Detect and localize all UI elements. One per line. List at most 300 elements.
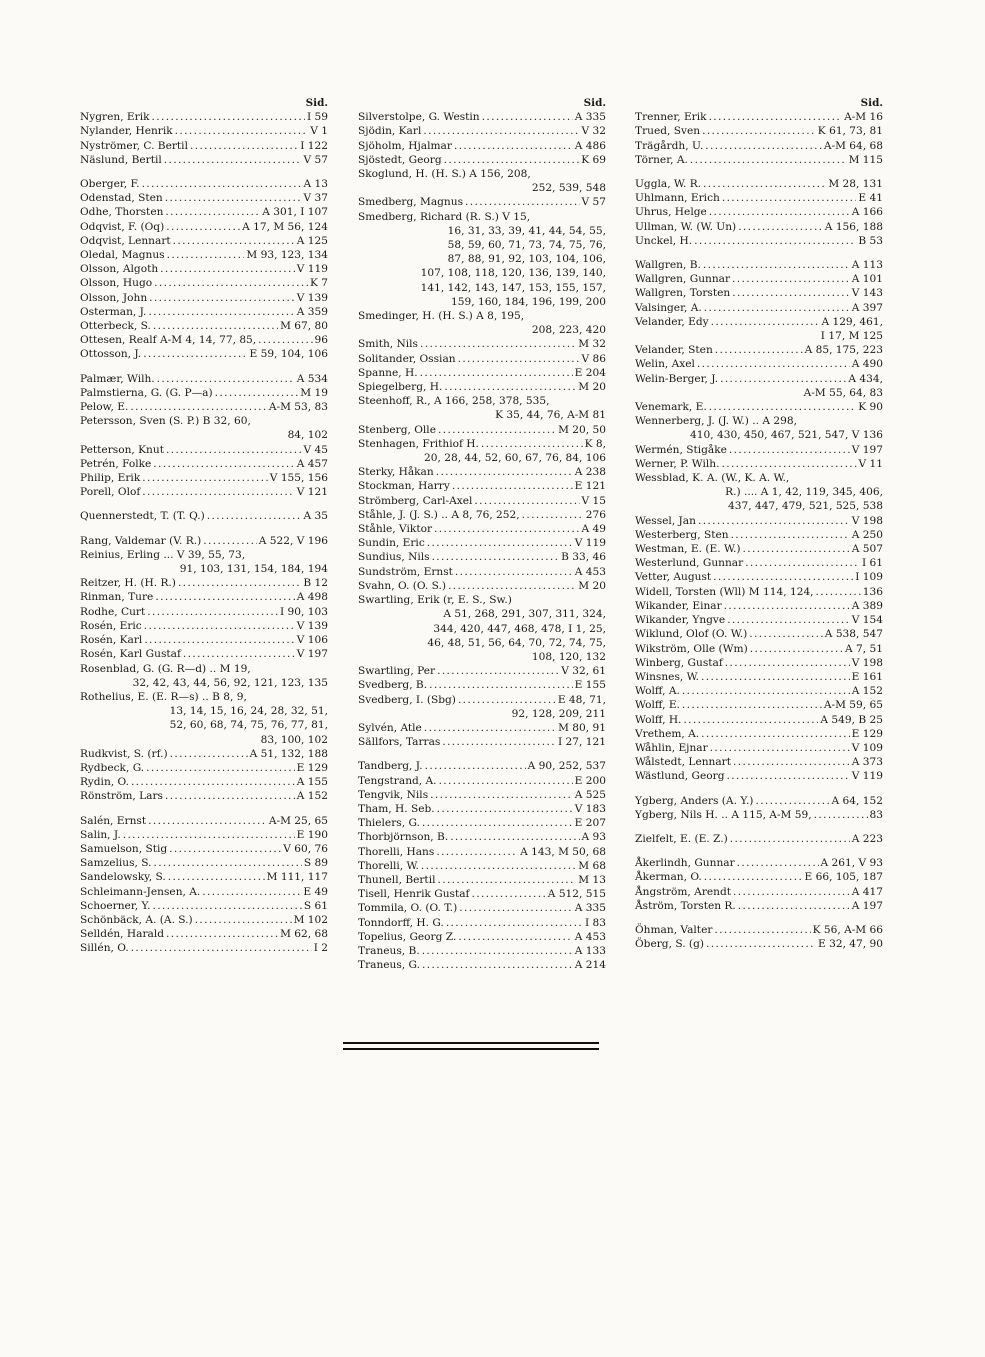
entry-page-refs: M 115 xyxy=(848,153,883,166)
entry-name: Trenner, Erik xyxy=(635,111,707,124)
dot-leader xyxy=(522,508,584,522)
entry-name: Steenhoff, R., A 166, 258, 378, 535, xyxy=(358,395,550,408)
dot-leader xyxy=(424,721,556,735)
index-entry xyxy=(80,548,328,562)
index-entry xyxy=(635,684,883,698)
entry-name: Palmær, Wilh. xyxy=(80,372,155,385)
index-entry xyxy=(358,437,606,451)
entry-page-refs: M 28, 131 xyxy=(828,178,883,190)
index-entry xyxy=(80,319,328,333)
dot-leader xyxy=(165,789,295,803)
index-entry xyxy=(635,937,883,951)
entry-page-refs: A 156, 188 xyxy=(824,220,883,233)
index-entry xyxy=(635,808,883,822)
entry-page-refs: A 133 xyxy=(574,944,606,957)
entry-name: Wallgren, B. xyxy=(635,259,701,272)
entry-page-refs: I 83 xyxy=(584,916,606,929)
entry-name: Öberg, S. (g) xyxy=(635,938,704,951)
dot-leader xyxy=(148,305,294,319)
entry-page-refs: V 198 xyxy=(851,514,883,527)
entry-page-refs: A 538, 547 xyxy=(824,628,883,641)
index-entry xyxy=(80,941,328,955)
dot-leader xyxy=(147,605,278,619)
entry-name: Unckel, H. xyxy=(635,234,693,247)
entry-name: Odqvist, F. (Oq) xyxy=(80,220,165,233)
index-entry-continuation: 252, 539, 548 xyxy=(531,182,606,195)
entry-page-refs: A 453 xyxy=(574,565,606,578)
entry-page-refs: V 143 xyxy=(851,287,883,300)
dot-leader xyxy=(169,842,281,856)
dot-leader xyxy=(474,494,579,508)
entry-page-refs: M 13 xyxy=(578,873,606,886)
dot-leader xyxy=(726,769,849,783)
entry-page-refs: V 139 xyxy=(296,619,328,632)
dot-leader xyxy=(215,386,299,400)
entry-name: Valsinger, A. xyxy=(635,301,702,314)
entry-page-refs: A 101 xyxy=(851,273,883,286)
index-entry xyxy=(635,400,883,414)
index-entry xyxy=(80,509,328,523)
entry-name: Åkerlindh, Gunnar xyxy=(635,857,735,870)
entry-name: Sällfors, Tarras xyxy=(358,736,441,749)
index-column-3 xyxy=(635,96,883,951)
index-entry xyxy=(358,352,606,366)
index-entry xyxy=(358,494,606,508)
index-entry-continuation: 13, 14, 15, 16, 24, 28, 32, 51, xyxy=(169,705,328,718)
dot-leader xyxy=(730,832,850,846)
entry-name: Sjödin, Karl xyxy=(358,125,422,138)
dot-leader xyxy=(153,319,278,333)
entry-page-refs: K 8, xyxy=(584,437,606,450)
entry-name: Wikander, Yngve xyxy=(635,614,726,627)
dot-leader xyxy=(704,870,803,884)
dot-leader xyxy=(444,153,580,167)
index-entry xyxy=(635,769,883,783)
index-entry xyxy=(358,124,606,138)
dot-leader xyxy=(465,195,579,209)
index-entry xyxy=(80,899,328,913)
dot-leader xyxy=(429,678,573,692)
entry-page-refs: E 200 xyxy=(574,774,606,787)
index-entry-continuation: A-M 55, 64, 83 xyxy=(803,386,883,399)
index-entry-continuation: I 17, M 125 xyxy=(820,330,883,343)
entry-page-refs: V 57 xyxy=(303,153,328,166)
index-entry xyxy=(80,234,328,248)
dot-leader xyxy=(729,443,850,457)
entry-page-refs: A 498 xyxy=(296,591,328,604)
index-entry-continuation: 83, 100, 102 xyxy=(260,733,328,746)
entry-name: Rodhe, Curt xyxy=(80,605,146,618)
dot-leader xyxy=(683,713,818,727)
index-entry xyxy=(635,656,883,670)
entry-page-refs: V 1 xyxy=(310,125,328,138)
entry-page-refs: V 11 xyxy=(858,457,883,470)
entry-page-refs: A 335 xyxy=(574,902,606,915)
entry-name: Ottesen, Realf A-M 4, 14, 77, 85, xyxy=(80,334,257,347)
entry-page-refs: V 119 xyxy=(296,263,328,276)
entry-page-refs: I 122 xyxy=(300,139,328,152)
dot-leader xyxy=(436,845,518,859)
dot-leader xyxy=(202,885,301,899)
dot-leader xyxy=(458,930,572,944)
entry-name: Wikander, Einar xyxy=(635,599,722,612)
entry-page-refs: E 48, 71, xyxy=(557,693,606,706)
index-entry xyxy=(80,485,328,499)
entry-page-refs: M 93, 123, 134 xyxy=(246,249,328,262)
index-entry xyxy=(635,613,883,627)
section-gap xyxy=(635,822,883,832)
entry-name: Smedberg, Richard (R. S.) V 15, xyxy=(358,210,531,223)
entry-name: Silverstolpe, G. Westin xyxy=(358,111,480,124)
index-entry xyxy=(358,693,606,707)
dot-leader xyxy=(709,110,843,124)
entry-page-refs: A 93 xyxy=(581,831,606,844)
entry-page-refs: V 119 xyxy=(851,770,883,783)
dot-leader xyxy=(471,887,545,901)
entry-page-refs: A-M 59, 65 xyxy=(823,699,883,712)
entry-page-refs: A-M 53, 83 xyxy=(268,401,328,414)
entry-page-refs: A 359 xyxy=(296,305,328,318)
index-entry xyxy=(358,735,606,749)
dot-leader xyxy=(142,471,268,485)
dot-leader xyxy=(727,613,850,627)
index-entry xyxy=(635,343,883,357)
entry-page-refs: A 453 xyxy=(574,930,606,943)
index-entry xyxy=(80,885,328,899)
entry-name: Rosén, Karl Gustaf xyxy=(80,648,181,661)
entry-page-refs: V 60, 76 xyxy=(283,842,328,855)
entry-name: Schoerner, Y. xyxy=(80,899,151,912)
entry-name: Tengvik, Nils xyxy=(358,788,429,801)
index-entry xyxy=(358,873,606,887)
dot-leader xyxy=(709,205,850,219)
index-entry-continuation: 141, 142, 143, 147, 153, 155, 157, xyxy=(420,281,606,294)
entry-name: Ullman, W. (W. Un) xyxy=(635,220,737,233)
dot-leader xyxy=(131,941,312,955)
entry-name: Tonndorff, H. G. xyxy=(358,916,444,929)
entry-page-refs: A 389 xyxy=(851,599,883,612)
dot-leader xyxy=(738,899,850,913)
entry-name: Smedinger, H. (H. S.) A 8, 195, xyxy=(358,310,525,323)
index-entry xyxy=(635,443,883,457)
dot-leader xyxy=(481,437,583,451)
index-entry xyxy=(358,759,606,773)
index-entry xyxy=(635,414,883,428)
dot-leader xyxy=(701,670,850,684)
section-gap xyxy=(635,784,883,794)
dot-leader xyxy=(207,509,302,523)
entry-page-refs: A 335 xyxy=(574,111,606,124)
index-entry xyxy=(635,627,883,641)
end-rule-bottom xyxy=(343,1048,599,1050)
entry-page-refs: M 102 xyxy=(293,913,328,926)
entry-page-refs: 96 xyxy=(314,334,328,347)
dot-leader xyxy=(153,457,294,471)
entry-page-refs: V 32, 61 xyxy=(561,665,606,678)
entry-page-refs: A 250 xyxy=(851,528,883,541)
entry-page-refs: E 129 xyxy=(296,761,328,774)
dot-leader xyxy=(183,647,295,661)
dot-leader xyxy=(706,937,816,951)
entry-page-refs: A 129, 461, xyxy=(821,315,883,328)
index-entry xyxy=(358,508,606,522)
entry-name: Ångström, Arendt xyxy=(635,885,732,898)
entry-page-refs: V 45 xyxy=(303,443,328,456)
index-entry xyxy=(80,619,328,633)
entry-name: Traneus, G. xyxy=(358,959,420,972)
index-entry xyxy=(635,220,883,234)
entry-page-refs: V 119 xyxy=(574,537,606,550)
index-entry xyxy=(635,570,883,584)
index-entry xyxy=(80,124,328,138)
entry-name: Salin, J. xyxy=(80,828,121,841)
dot-leader xyxy=(123,828,295,842)
index-entry-continuation: 208, 223, 420 xyxy=(531,324,606,337)
entry-name: Wermén, Stigåke xyxy=(635,443,727,456)
entry-name: Salén, Ernst xyxy=(80,814,147,827)
entry-page-refs: V 155, 156 xyxy=(269,472,328,485)
entry-page-refs: M 68 xyxy=(578,859,606,872)
index-entry-continuation: 108, 120, 132 xyxy=(531,650,606,663)
entry-page-refs: A 397 xyxy=(851,301,883,314)
index-entry xyxy=(635,642,883,656)
index-entry-continuation: 92, 128, 209, 211 xyxy=(511,707,606,720)
entry-name: Åkerman, O. xyxy=(635,871,702,884)
index-entry xyxy=(358,958,606,972)
index-entry xyxy=(635,153,883,167)
dot-leader xyxy=(149,291,295,305)
index-entry xyxy=(80,690,328,704)
entry-name: Smith, Nils xyxy=(358,338,418,351)
end-rule-top xyxy=(343,1042,599,1044)
index-entry xyxy=(80,913,328,927)
entry-name: Rinman, Ture xyxy=(80,591,154,604)
entry-name: Spiegelberg, H. xyxy=(358,381,443,394)
dot-leader xyxy=(816,585,861,599)
entry-page-refs: I 59 xyxy=(306,111,328,124)
entry-name: Tisell, Henrik Gustaf xyxy=(358,888,470,901)
dot-leader xyxy=(436,465,573,479)
entry-page-refs: E 49 xyxy=(303,885,328,898)
entry-name: Venemark, E. xyxy=(635,401,707,414)
index-entry-continuation: 46, 48, 51, 56, 64, 70, 72, 74, 75, xyxy=(427,636,606,649)
entry-page-refs: A 125 xyxy=(296,234,328,247)
dot-leader xyxy=(690,153,847,167)
index-entry xyxy=(635,234,883,248)
dot-leader xyxy=(749,627,823,641)
index-entry xyxy=(358,788,606,802)
section-gap xyxy=(80,167,328,177)
entry-page-refs: K 7 xyxy=(309,277,328,290)
index-entry-continuation: 107, 108, 118, 120, 136, 139, 140, xyxy=(420,267,606,280)
entry-page-refs: M 32 xyxy=(578,338,606,351)
entry-page-refs: A 155 xyxy=(296,776,328,789)
index-entry-continuation: 20, 28, 44, 52, 60, 67, 76, 84, 106 xyxy=(424,452,606,465)
entry-page-refs: I 90, 103 xyxy=(280,605,328,618)
entry-name: Rosén, Eric xyxy=(80,619,142,632)
section-gap xyxy=(80,804,328,814)
index-entry-continuation: 58, 59, 60, 71, 73, 74, 75, 76, xyxy=(447,239,606,252)
index-entry xyxy=(80,139,328,153)
index-entry xyxy=(80,789,328,803)
dot-leader xyxy=(733,755,850,769)
entry-name: Stockman, Harry xyxy=(358,480,450,493)
entry-page-refs: V 198 xyxy=(851,656,883,669)
dot-leader xyxy=(146,761,295,775)
index-entry xyxy=(80,372,328,386)
dot-leader xyxy=(437,664,559,678)
entry-name: Ottosson, J. xyxy=(80,348,142,361)
entry-name: Widell, Torsten (Wll) M 114, 124, xyxy=(635,585,814,598)
dot-leader xyxy=(423,124,579,138)
dot-leader xyxy=(167,248,245,262)
entry-name: Swartling, Per xyxy=(358,665,436,678)
section-gap xyxy=(80,362,328,372)
entry-name: Åström, Torsten R. xyxy=(635,899,736,912)
dot-leader xyxy=(195,913,292,927)
index-entry-continuation: R.) .... A 1, 42, 119, 345, 406, xyxy=(725,486,883,499)
entry-name: Thielers, G. xyxy=(358,817,420,830)
entry-page-refs: A 49 xyxy=(581,523,606,536)
index-entry xyxy=(80,927,328,941)
dot-leader xyxy=(732,286,850,300)
entry-name: Trued, Sven xyxy=(635,125,701,138)
entry-page-refs: E 190 xyxy=(296,828,328,841)
dot-leader xyxy=(437,802,573,816)
dot-leader xyxy=(682,684,850,698)
entry-name: Petersson, Sven (S. P.) B 32, 60, xyxy=(80,415,251,428)
entry-page-refs: S 61 xyxy=(303,899,328,912)
dot-leader xyxy=(731,528,850,542)
index-entry xyxy=(358,901,606,915)
dot-leader xyxy=(711,315,820,329)
entry-page-refs: A 143, M 50, 68 xyxy=(520,845,606,858)
entry-page-refs: A-M 16 xyxy=(844,111,883,124)
entry-name: Oberger, F. xyxy=(80,178,140,190)
index-entry xyxy=(358,845,606,859)
entry-name: Wästlund, Georg xyxy=(635,770,725,783)
index-entry-continuation: 91, 103, 131, 154, 184, 194 xyxy=(179,563,328,576)
index-entry xyxy=(80,761,328,775)
entry-name: Wallgren, Torsten xyxy=(635,287,731,300)
index-entry xyxy=(80,291,328,305)
entry-name: Vetter, August xyxy=(635,571,712,584)
index-entry xyxy=(358,678,606,692)
entry-page-refs: V 183 xyxy=(574,802,606,815)
entry-page-refs: A 534 xyxy=(296,372,328,385)
entry-page-refs: M 62, 68 xyxy=(280,928,328,941)
entry-name: Smedberg, Magnus xyxy=(358,196,464,209)
index-entry xyxy=(635,727,883,741)
dot-leader xyxy=(682,698,822,712)
index-entry xyxy=(80,576,328,590)
dot-leader xyxy=(203,534,257,548)
entry-page-refs: A 13 xyxy=(303,178,328,190)
dot-leader xyxy=(814,808,868,822)
entry-name: Swartling, Erik (r, E. S., Sw.) xyxy=(358,594,512,607)
dot-leader xyxy=(148,814,267,828)
entry-name: Sundström, Ernst xyxy=(358,565,453,578)
dot-leader xyxy=(697,357,850,371)
entry-name: Ygberg, Anders (A. Y.) xyxy=(635,794,754,807)
dot-leader xyxy=(430,788,573,802)
dot-leader xyxy=(452,479,573,493)
index-entry xyxy=(358,167,606,181)
dot-leader xyxy=(705,139,822,153)
index-entry xyxy=(635,713,883,727)
entry-page-refs: A-M 64, 68 xyxy=(823,139,883,152)
entry-page-refs: A 549, B 25 xyxy=(820,713,883,726)
entry-name: Reitzer, H. (H. R.) xyxy=(80,577,176,590)
dot-leader xyxy=(422,958,573,972)
dot-leader xyxy=(458,352,580,366)
entry-name: Trägårdh, U. xyxy=(635,139,704,152)
entry-page-refs: E 155 xyxy=(574,679,606,692)
dot-leader xyxy=(720,372,846,386)
entry-page-refs: A 85, 175, 223 xyxy=(804,344,883,357)
index-entry xyxy=(358,944,606,958)
entry-page-refs: E 32, 47, 90 xyxy=(817,938,883,951)
index-entry xyxy=(80,842,328,856)
entry-page-refs: B 53 xyxy=(858,234,883,247)
index-entry xyxy=(80,443,328,457)
dot-leader xyxy=(420,337,576,351)
dot-leader xyxy=(160,262,295,276)
dot-leader xyxy=(702,124,816,138)
entry-name: Wiklund, Olof (O. W.) xyxy=(635,628,748,641)
index-entry xyxy=(635,315,883,329)
index-entry xyxy=(80,220,328,234)
index-entry xyxy=(635,670,883,684)
entry-name: Quennerstedt, T. (T. Q.) xyxy=(80,510,205,523)
index-entry xyxy=(80,110,328,124)
dot-leader xyxy=(444,380,576,394)
entry-name: Samzelius, S. xyxy=(80,857,152,870)
entry-page-refs: A 301, I 107 xyxy=(262,206,328,219)
index-entry xyxy=(635,272,883,286)
entry-page-refs: 83 xyxy=(869,808,883,821)
entry-page-refs: V 106 xyxy=(296,634,328,647)
entry-name: Velander, Edy xyxy=(635,315,709,328)
entry-name: Uhrus, Helge xyxy=(635,206,707,219)
entry-name: Wålstedt, Lennart xyxy=(635,756,731,769)
index-entry xyxy=(80,457,328,471)
entry-page-refs: M 20 xyxy=(578,381,606,394)
entry-name: Oledal, Magnus xyxy=(80,249,165,262)
index-entry xyxy=(358,153,606,167)
entry-page-refs: M 67, 80 xyxy=(280,320,328,333)
index-entry xyxy=(80,605,328,619)
entry-name: Nyströmer, C. Bertil xyxy=(80,139,188,152)
entry-name: Velander, Sten xyxy=(635,344,713,357)
index-entry xyxy=(80,814,328,828)
entry-page-refs: A 525 xyxy=(574,788,606,801)
entry-page-refs: A 261, V 93 xyxy=(820,857,883,870)
section-gap xyxy=(635,846,883,856)
entry-name: Ygberg, Nils H. .. A 115, A-M 59, xyxy=(635,808,812,821)
dot-leader xyxy=(154,276,308,290)
entry-name: Pelow, E. xyxy=(80,401,129,414)
entry-name: Rosenblad, G. (G. R—d) .. M 19, xyxy=(80,662,251,675)
entry-page-refs: A 434, xyxy=(848,372,883,385)
index-entry xyxy=(80,205,328,219)
entry-page-refs: V 197 xyxy=(296,648,328,661)
entry-name: Rydin, O. xyxy=(80,776,129,789)
entry-name: Osterman, J. xyxy=(80,305,147,318)
entry-name: Uhlmann, Erich xyxy=(635,192,720,205)
index-entry-continuation: 32, 42, 43, 44, 56, 92, 121, 123, 135 xyxy=(132,676,328,689)
entry-page-refs: A 507 xyxy=(851,543,883,556)
